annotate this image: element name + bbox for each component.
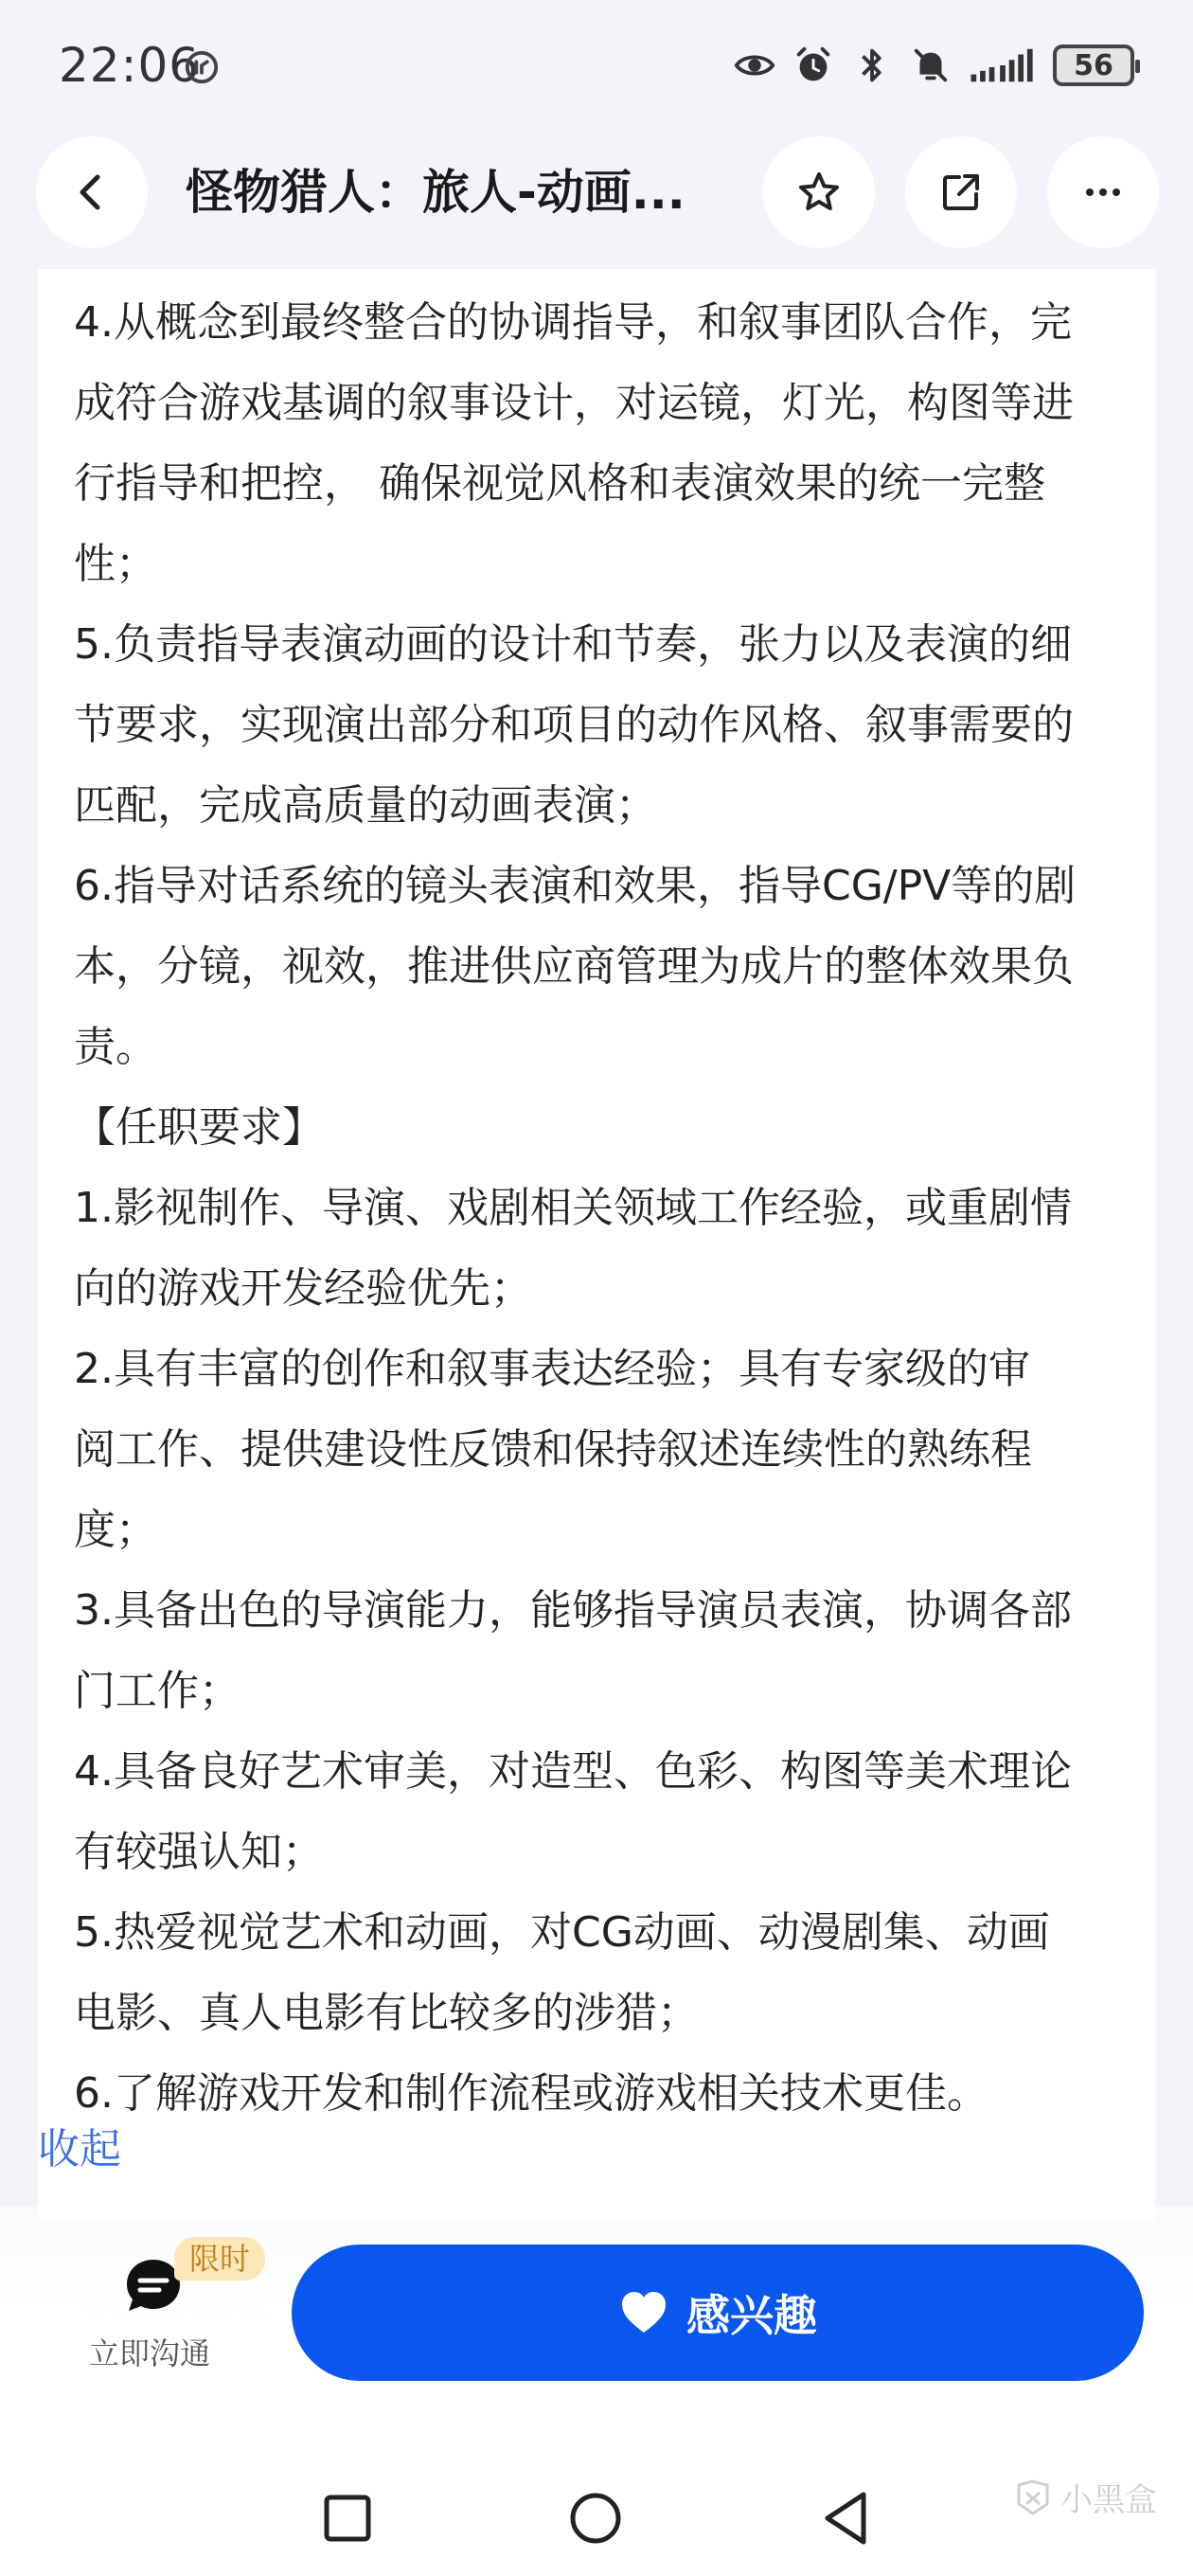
interested-button[interactable]: [292, 2245, 1144, 2381]
description-line: 度；: [74, 1506, 157, 1554]
description-line: 6.指导对话系统的镜头表演和效果，指导CG/PV等的剧: [74, 862, 1077, 910]
description-line: 1.影视制作、导演、戏剧相关领域工作经验，或重剧情: [74, 1184, 1072, 1232]
description-line: 6.了解游戏开发和制作流程或游戏相关技术更佳。: [74, 2069, 988, 2118]
description-line: 门工作；: [74, 1667, 240, 1715]
page-header: [0, 133, 1193, 265]
alarm-icon: [792, 44, 835, 87]
description-line: 5.负责指导表演动画的设计和节奏，张力以及表演的细: [74, 620, 1072, 669]
description-line: 节要求，实现演出部分和项目的动作风格、叙事需要的: [74, 701, 1074, 749]
bluetooth-icon: [850, 44, 894, 87]
favorite-button[interactable]: [763, 136, 875, 248]
status-bar: [0, 0, 1193, 133]
description-line: 4.从概念到最终整合的协调指导，和叙事团队合作，完: [74, 298, 1072, 347]
chat-now-button[interactable]: [85, 2231, 275, 2383]
description-line: 阅工作、提供建设性反馈和保持叙述连续性的熟练程: [74, 1425, 1032, 1474]
limited-time-badge: 限时: [174, 2237, 265, 2281]
description-line: 有较强认知；: [74, 1828, 324, 1876]
chevron-left-icon: [69, 170, 115, 215]
description-line: 性；: [74, 540, 157, 588]
page-title: 怪物猎人：旅人-动画...: [186, 165, 686, 220]
watermark-logo-icon: [1013, 2478, 1053, 2517]
eye-icon: [733, 44, 776, 87]
star-icon: [796, 170, 842, 215]
description-line: 责。: [74, 1023, 157, 1071]
signal-icon: [968, 44, 1038, 87]
more-dots-icon: [1080, 170, 1126, 215]
description-line: 【任职要求】: [74, 1103, 324, 1152]
speed-icon: [184, 49, 220, 85]
description-line: 5.热爱视觉艺术和动画，对CG动画、动漫剧集、动画: [74, 1908, 1050, 1957]
job-description-text: [74, 282, 1134, 2134]
home-button[interactable]: [562, 2485, 629, 2551]
description-line: 向的游戏开发经验优先；: [74, 1264, 532, 1313]
interested-label: 感兴趣: [686, 2290, 817, 2341]
description-line: 3.具备出色的导演能力，能够指导演员表演，协调各部: [74, 1586, 1072, 1635]
description-line: 2.具有丰富的创作和叙事表达经验；具有专家级的审: [74, 1345, 1030, 1393]
watermark: [1013, 2474, 1157, 2520]
more-button[interactable]: [1047, 136, 1159, 248]
chat-now-label: 立即沟通: [89, 2335, 211, 2371]
share-button[interactable]: [905, 136, 1017, 248]
system-back-button[interactable]: [814, 2485, 881, 2551]
status-icons: [733, 42, 1134, 89]
description-line: 4.具备良好艺术审美，对造型、色彩、构图等美术理论: [74, 1747, 1072, 1796]
share-icon: [938, 170, 984, 215]
description-line: 行指导和把控， 确保视觉风格和表演效果的统一完整: [74, 459, 1045, 508]
battery-indicator: 56: [1053, 45, 1134, 86]
recent-apps-button[interactable]: [314, 2485, 381, 2551]
description-line: 匹配，完成高质量的动画表演；: [74, 781, 657, 830]
collapse-link[interactable]: 收起: [38, 2125, 121, 2174]
description-line: 成符合游戏基调的叙事设计，对运镜，灯光，构图等进: [74, 379, 1074, 427]
description-line: 本，分镜，视效，推进供应商管理为成片的整体效果负: [74, 942, 1074, 991]
status-time: 22:06: [59, 38, 201, 93]
back-button[interactable]: [36, 136, 148, 248]
watermark-text: 小黑盒: [1060, 2481, 1157, 2519]
heart-icon: [618, 2287, 669, 2338]
job-description-card: [38, 269, 1155, 2220]
mute-icon: [909, 44, 953, 87]
description-line: 电影、真人电影有比较多的涉猎；: [74, 1989, 699, 2037]
